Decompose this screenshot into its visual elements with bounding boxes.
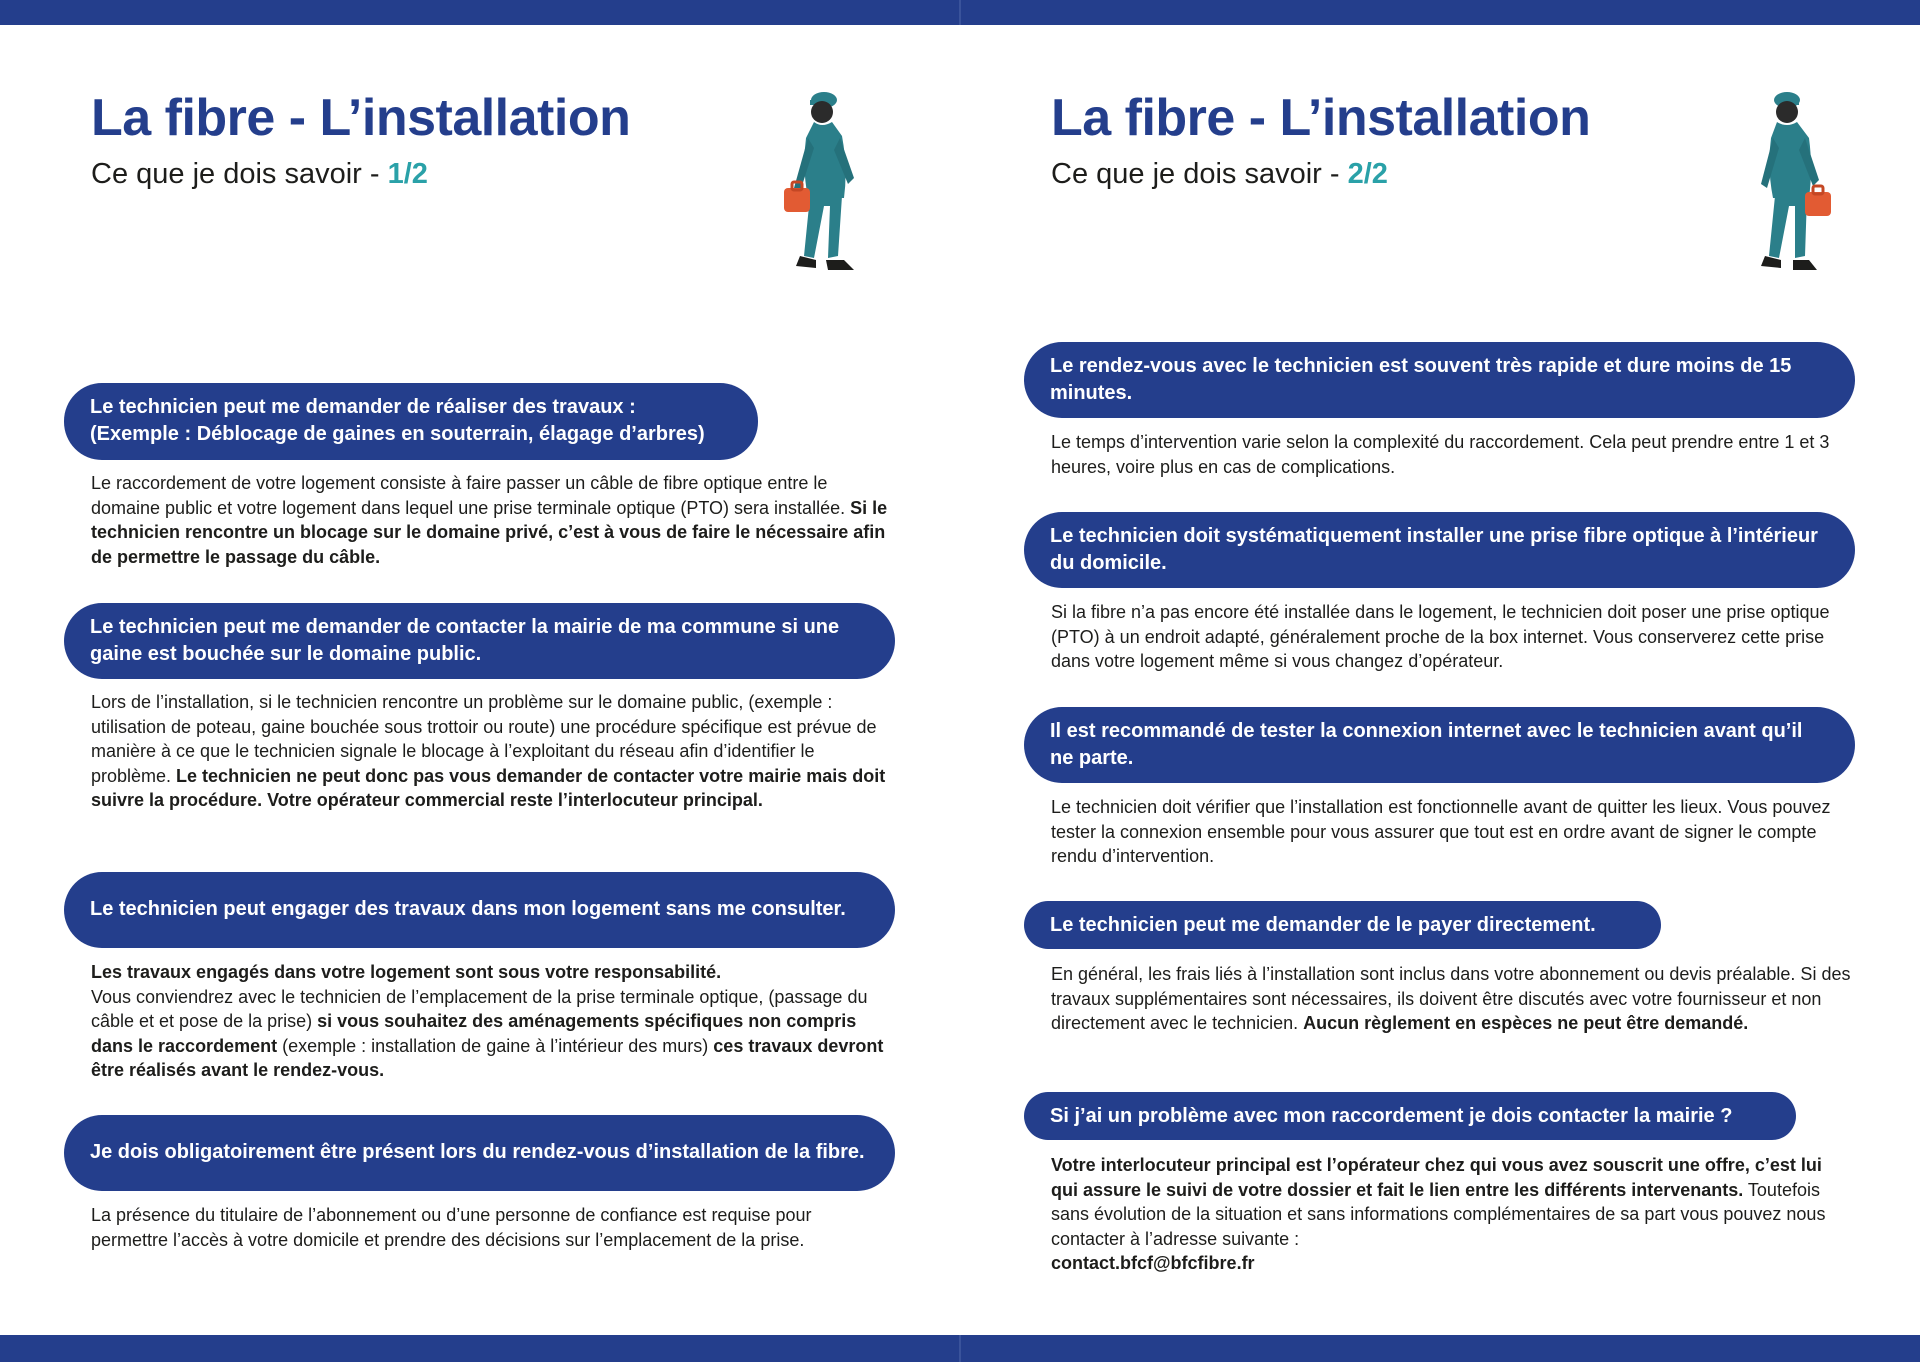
page-2 (960, 0, 1920, 1362)
section-body (1051, 1153, 1851, 1276)
technician-illustration (784, 88, 874, 288)
subtitle-text: Ce que je dois savoir - (91, 158, 388, 190)
body-text-bold: si vous souhaitez des aménagements spécifiques non compris dans le raccordement (91, 1011, 857, 1056)
body-text: La présence du titulaire de l’abonnement ou d’une personne de confiance est requise pour permettre l’accès à votre domicile et prendre des décisions sur l’emplacement de la prise. (91, 1205, 812, 1250)
technician-illustration (1743, 88, 1833, 288)
body-text-bold: Votre interlocuteur principal est l’opérateur chez qui vous avez souscrit une offre, c’est lui qui assure le suivi de votre dossier et fait le lien entre les différents intervenants. (1051, 1155, 1822, 1200)
section-body (91, 471, 891, 569)
section-body (1051, 962, 1851, 1036)
heading-text: Il est recommandé de tester la connexion internet avec le technicien avant qu’il ne parte. (1050, 719, 1803, 769)
section-heading (64, 1115, 895, 1191)
section-heading (1024, 1092, 1796, 1140)
body-text: Lors de l’installation, si le technicien rencontre un problème sur le domaine public, (exemple : utilisation de poteau, gaine bouchée sous trottoir ou route) une procédure spécifique est prévue de manière à ce que le technicien signale le blocage à l’exploitant du réseau afin d’identifier le problème. (91, 692, 877, 786)
page-subtitle (1051, 158, 1388, 191)
body-text: En général, les frais liés à l’installation sont inclus dans votre abonnement ou devis préalable. Si des travaux supplémentaires sont nécessaires, ils doivent être discutés avec votre fournisseur et non directement avec le technicien. (1051, 964, 1851, 1034)
section-heading (1024, 901, 1661, 949)
section-body (91, 690, 891, 813)
body-text: Vous conviendrez avec le technicien de l’emplacement de la prise terminale optique, (passage du câble et et pose de la prise) (91, 986, 868, 1032)
heading-text: Le technicien doit systématiquement installer une prise fibre optique à l’intérieur du domicile. (1050, 524, 1818, 574)
body-text: (exemple : installation de gaine à l’intérieur des murs) (277, 1035, 714, 1056)
heading-text: Le technicien peut engager des travaux dans mon logement sans me consulter. (90, 898, 846, 920)
heading-line-2: (Exemple : Déblocage de gaines en souterrain, élagage d’arbres) (90, 423, 705, 445)
body-text-bold: Le technicien ne peut donc pas vous demander de contacter votre mairie mais doit suivre la procédure. Votre opérateur commercial reste l’interlocuteur principal. (91, 765, 886, 811)
page-number: 1/2 (387, 158, 428, 190)
section-body (1051, 795, 1851, 869)
heading-text: Le rendez-vous avec le technicien est souvent très rapide et dure moins de 15 minutes. (1050, 354, 1792, 404)
heading-line-1: Le technicien peut me demander de réaliser des travaux : (90, 396, 636, 418)
section-heading (64, 872, 895, 948)
section-heading (1024, 342, 1855, 418)
heading-text: Le technicien peut me demander de contacter la mairie de ma commune si une gaine est bouchée sur le domaine public. (90, 615, 840, 665)
body-text-bold: ces travaux devront être réalisés avant le rendez-vous. (91, 1035, 884, 1081)
section-body (91, 960, 891, 1083)
section-heading (64, 603, 895, 679)
body-text-bold: Les travaux engagés dans votre logement sont sous votre responsabilité. (91, 962, 722, 982)
body-text: Le temps d’intervention varie selon la complexité du raccordement. Cela peut prendre entre 1 et 3 heures, voire plus en cas de complications. (1051, 432, 1830, 477)
page-subtitle (91, 158, 428, 191)
heading-text: Si j’ai un problème avec mon raccordement je dois contacter la mairie ? (1050, 1104, 1733, 1127)
section-body (1051, 600, 1851, 674)
body-text: Le technicien doit vérifier que l’installation est fonctionnelle avant de quitter les lieux. Vous pouvez tester la connexion ensemble pour vous assurer que tout est en ordre avant de signer le compte rendu d’intervention. (1051, 797, 1831, 867)
body-text: Si la fibre n’a pas encore été installée dans le logement, le technicien doit poser une prise optique (PTO) à un endroit adapté, généralement proche de la box internet. Vous conserverez cette prise dans votre logement même si vous changez d’opérateur. (1051, 602, 1830, 672)
page-title: La fibre - L’installation (91, 89, 631, 147)
subtitle-text: Ce que je dois savoir - (1051, 158, 1348, 190)
section-heading (64, 383, 758, 460)
body-text: Le raccordement de votre logement consiste à faire passer un câble de fibre optique entre le domaine public et votre logement dans lequel une prise terminale optique (PTO) sera installée. (91, 473, 851, 518)
heading-text: Le technicien peut me demander de le payer directement. (1050, 913, 1596, 936)
body-text-bold: Si le technicien rencontre un blocage sur le domaine privé, c’est à vous de faire le nécessaire afin de permettre le passage du câble. (91, 497, 888, 567)
section-heading (1024, 707, 1855, 783)
section-body (1051, 430, 1851, 479)
page-title: La fibre - L’installation (1051, 89, 1591, 147)
heading-text: Je dois obligatoirement être présent lors du rendez-vous d’installation de la fibre. (90, 1141, 865, 1163)
page-number: 2/2 (1347, 158, 1388, 190)
section-heading (1024, 512, 1855, 588)
body-text: Toutefois sans évolution de la situation et sans informations complémentaires de sa part vous pouvez nous contacter à l’adresse suivante : (1051, 1179, 1826, 1249)
body-text-bold: Aucun règlement en espèces ne peut être demandé. (1303, 1013, 1749, 1034)
contact-email[interactable]: contact.bfcf@bfcfibre.fr (1051, 1253, 1255, 1274)
section-body (91, 1203, 891, 1252)
